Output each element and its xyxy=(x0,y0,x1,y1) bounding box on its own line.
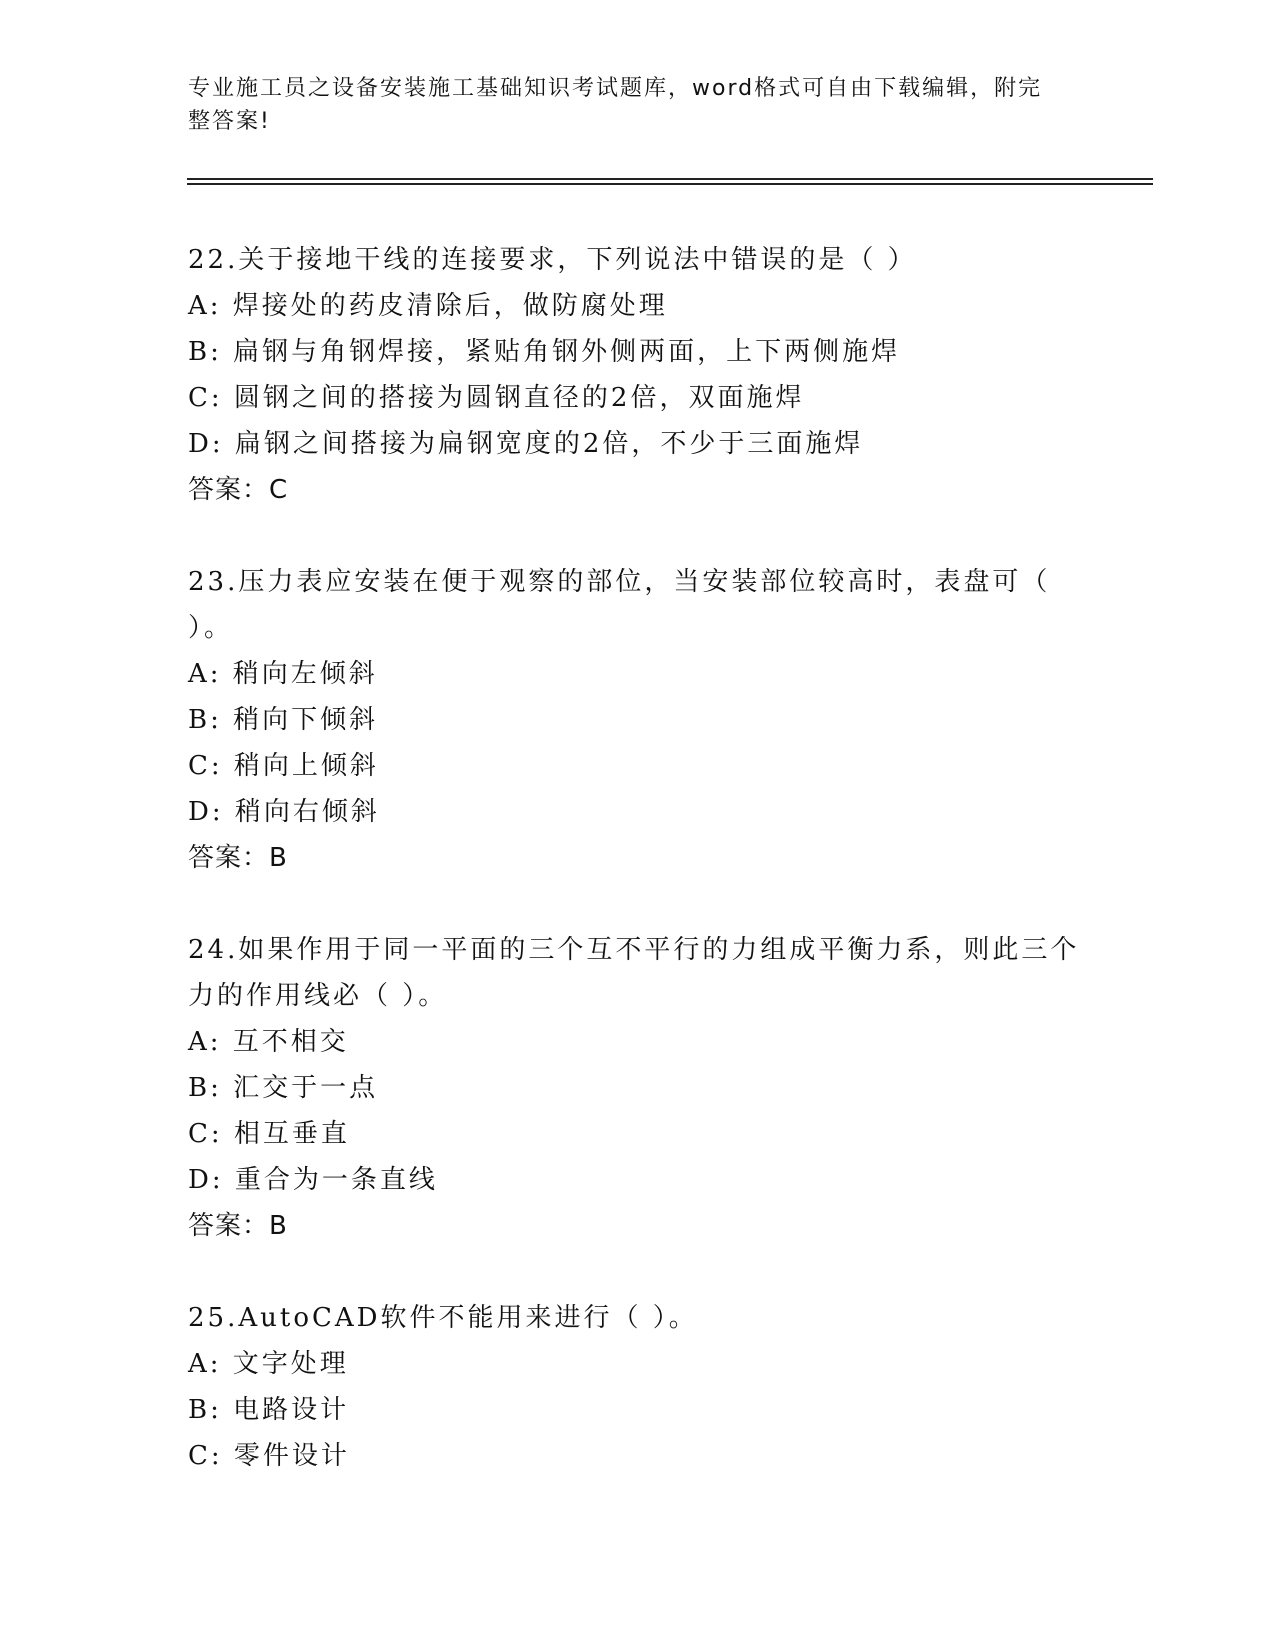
question-block-24 xyxy=(188,927,1088,1249)
option-c: C: 相互垂直 xyxy=(188,1119,350,1149)
option-c: C: 零件设计 xyxy=(188,1441,350,1471)
question-block-23 xyxy=(188,559,1088,881)
question-stem-line: 23.压力表应安装在便于观察的部位，当安装部位较高时，表盘可（ xyxy=(188,567,1051,597)
option-a: A: 稍向左倾斜 xyxy=(188,659,378,689)
option-c: C: 稍向上倾斜 xyxy=(188,751,379,781)
option-a: A: 互不相交 xyxy=(188,1027,349,1057)
question-stem xyxy=(188,559,1088,651)
question-stem-line: 力的作用线必（ ）。 xyxy=(188,981,448,1011)
question-stem-line: ）。 xyxy=(188,613,234,643)
question-stem-line: 22.关于接地干线的连接要求，下列说法中错误的是（ ） xyxy=(188,245,917,275)
question-stem xyxy=(188,237,1088,283)
option-d: D: 扁钢之间搭接为扁钢宽度的2倍，不少于三面施焊 xyxy=(188,429,864,459)
option-b: B: 稍向下倾斜 xyxy=(188,705,379,735)
question-stem-line: 24.如果作用于同一平面的三个互不平行的力组成平衡力系，则此三个 xyxy=(188,935,1080,965)
option-a: A: 文字处理 xyxy=(188,1349,349,1379)
question-list xyxy=(188,237,1088,1525)
option-b: B: 汇交于一点 xyxy=(188,1073,379,1103)
header-divider-top xyxy=(187,178,1153,180)
question-stem-line: 25.AutoCAD软件不能用来进行（ ）。 xyxy=(188,1303,698,1333)
header-divider-bottom xyxy=(187,183,1153,185)
question-stem xyxy=(188,927,1088,1019)
answer-line: 答案：C xyxy=(188,475,289,505)
option-b: B: 扁钢与角钢焊接，紧贴角钢外侧两面，上下两侧施焊 xyxy=(188,337,901,367)
header-line-1: 专业施工员之设备安装施工基础知识考试题库，word格式可自由下载编辑，附完 xyxy=(188,76,1043,101)
question-block-25 xyxy=(188,1295,1088,1479)
header-line-2: 整答案! xyxy=(188,109,271,134)
option-d: D: 稍向右倾斜 xyxy=(188,797,380,827)
answer-line: 答案：B xyxy=(188,843,288,873)
option-c: C: 圆钢之间的搭接为圆钢直径的2倍，双面施焊 xyxy=(188,383,805,413)
question-stem xyxy=(188,1295,1088,1341)
option-b: B: 电路设计 xyxy=(188,1395,350,1425)
answer-line: 答案：B xyxy=(188,1211,288,1241)
option-d: D: 重合为一条直线 xyxy=(188,1165,438,1195)
option-a: A: 焊接处的药皮清除后，做防腐处理 xyxy=(188,291,668,321)
question-block-22 xyxy=(188,237,1088,513)
document-header xyxy=(188,72,1068,138)
